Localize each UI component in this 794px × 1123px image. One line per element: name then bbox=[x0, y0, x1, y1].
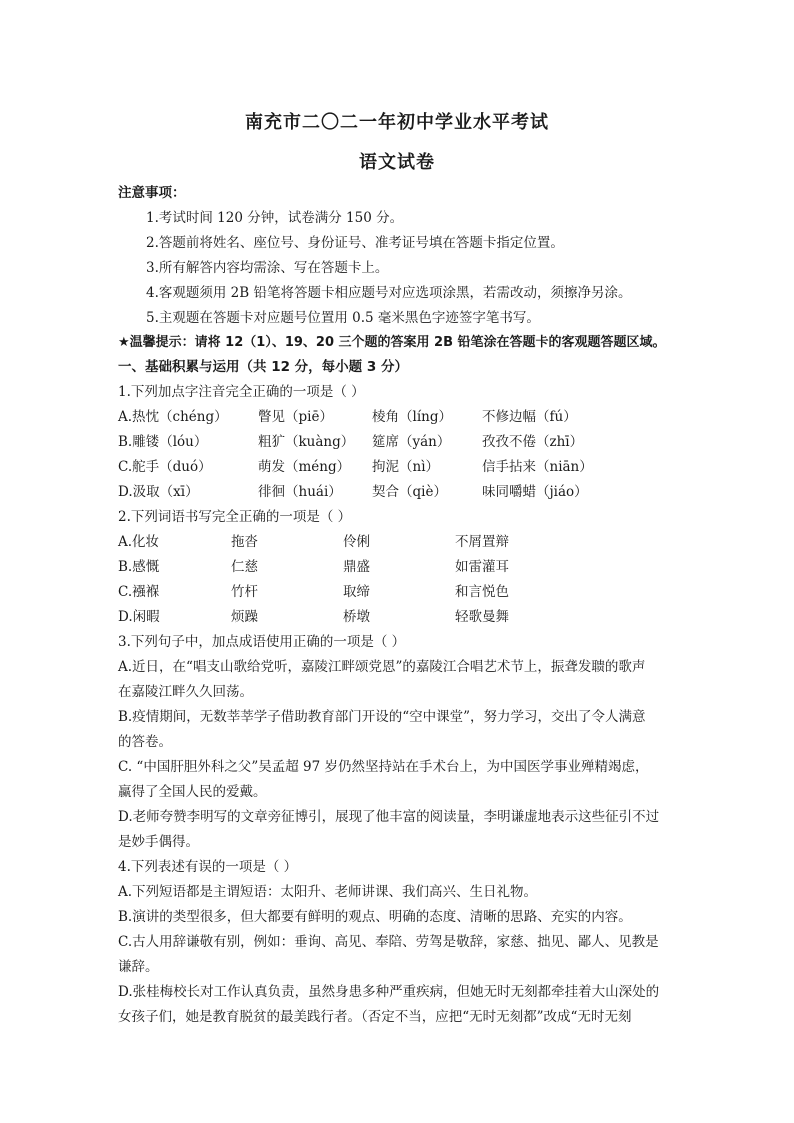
question-2-stem: 2.下列词语书写完全正确的一项是（ ） bbox=[118, 509, 352, 525]
question-3-stem: 3.下列句子中，加点成语使用正确的一项是（ ） bbox=[118, 634, 406, 650]
notice-item: 5.主观题在答题卡对应题号位置用 0.5 毫米黑色字迹签字笔书写。 bbox=[146, 310, 540, 326]
q1-term: 孜孜不倦（zhī） bbox=[482, 434, 584, 450]
question-1-stem: 1.下列加点字注音完全正确的一项是（ ） bbox=[118, 384, 365, 400]
q4-option-line: 女孩子们，她是教育脱贫的最美践行者。（否定不当，应把“无时无刻都”改成“无时无刻 bbox=[118, 1009, 632, 1025]
exam-title: 南充市二〇二一年初中学业水平考试 bbox=[245, 112, 549, 133]
q1-term: 徘徊（huái） bbox=[258, 484, 342, 500]
q1-term: 萌发（méng） bbox=[258, 459, 351, 475]
notice-item: 1.考试时间 120 分钟，试卷满分 150 分。 bbox=[146, 210, 404, 226]
q2-term: 如雷灌耳 bbox=[455, 559, 509, 575]
q4-option-line: A.下列短语都是主谓短语：太阳升、老师讲课、我们高兴、生日礼物。 bbox=[118, 884, 538, 900]
notice-item: 3.所有解答内容均需涂、写在答题卡上。 bbox=[146, 260, 389, 276]
q2-term: 轻歌曼舞 bbox=[455, 609, 509, 625]
q2-option-a: A.化妆 bbox=[118, 534, 160, 550]
q1-option-d: D.汲取（xī） bbox=[118, 484, 199, 500]
q1-term: 契合（qiè） bbox=[372, 484, 447, 500]
q1-term: 筵席（yán） bbox=[372, 434, 451, 450]
q2-term: 和言悦色 bbox=[455, 584, 509, 600]
q3-option-line: D.老师夸赞李明写的文章旁征博引，展现了他丰富的阅读量，李明谦虚地表示这些征引不过 bbox=[118, 809, 660, 825]
q2-term: 竹杆 bbox=[231, 584, 258, 600]
q2-option-d: D.闲暇 bbox=[118, 609, 160, 625]
q2-term: 取缔 bbox=[343, 584, 370, 600]
q3-option-line: 赢得了全国人民的爱戴。 bbox=[118, 784, 267, 800]
q1-option-b: B.雕镂（lóu） bbox=[118, 434, 208, 450]
q1-term: 棱角（líng） bbox=[372, 409, 452, 425]
q2-term: 鼎盛 bbox=[343, 559, 370, 575]
q3-option-line: C. “中国肝胆外科之父”吴孟超 97 岁仍然坚持站在手术台上，为中国医学事业殚精竭虑， bbox=[118, 759, 649, 775]
q4-option-line: C.古人用辞谦敬有别，例如：垂询、高见、奉陪、劳驾是敬辞，家慈、拙见、鄙人、见教是 bbox=[118, 934, 659, 950]
notice-item: 4.客观题须用 2B 铅笔将答题卡相应题号对应选项涂黑，若需改动，须擦净另涂。 bbox=[146, 285, 632, 301]
notice-heading: 注意事项： bbox=[118, 185, 186, 201]
warm-tip: ★温馨提示：请将 12（1）、19、20 三个题的答案用 2B 铅笔涂在答题卡的客观题答题区域。 bbox=[118, 335, 666, 350]
q1-term: 不修边幅（fú） bbox=[482, 409, 577, 425]
q1-option-c: C.舵手（duó） bbox=[118, 459, 212, 475]
q2-term: 拖沓 bbox=[231, 534, 258, 550]
q3-option-line: 的答卷。 bbox=[118, 734, 172, 750]
q4-option-line: D.张桂梅校长对工作认真负责，虽然身患多种严重疾病，但她无时无刻都牵挂着大山深处的 bbox=[118, 984, 660, 1000]
q3-option-line: 在嘉陵江畔久久回荡。 bbox=[118, 684, 253, 700]
exam-subtitle: 语文试卷 bbox=[359, 152, 435, 173]
q1-term: 粗犷（kuàng） bbox=[258, 434, 355, 450]
q4-option-line: B.演讲的类型很多，但大都要有鲜明的观点、明确的态度、清晰的思路、充实的内容。 bbox=[118, 909, 632, 925]
q2-term: 桥墩 bbox=[343, 609, 370, 625]
q1-term: 信手拈来（niān） bbox=[482, 459, 593, 475]
question-4-stem: 4.下列表述有误的一项是（ ） bbox=[118, 859, 298, 875]
section-heading: 一、基础积累与运用（共 12 分，每小题 3 分） bbox=[118, 359, 408, 375]
q3-option-line: B.疫情期间，无数莘莘学子借助教育部门开设的“空中课堂”，努力学习，交出了令人满意 bbox=[118, 709, 646, 725]
q1-term: 拘泥（nì） bbox=[372, 459, 440, 475]
q3-option-line: A.近日，在“唱支山歌给党听，嘉陵江畔颂党恩”的嘉陵江合唱艺术节上，振聋发聩的歌声 bbox=[118, 659, 646, 675]
notice-item: 2.答题前将姓名、座位号、身份证号、准考证号填在答题卡指定位置。 bbox=[146, 235, 564, 251]
q1-option-a: A.热忱（chéng） bbox=[118, 409, 228, 425]
q1-term: 瞥见（piē） bbox=[258, 409, 333, 425]
q2-term: 烦躁 bbox=[231, 609, 258, 625]
q2-term: 仁慈 bbox=[231, 559, 258, 575]
q2-option-b: B.感慨 bbox=[118, 559, 160, 575]
q2-term: 伶俐 bbox=[343, 534, 370, 550]
q3-option-line: 是妙手偶得。 bbox=[118, 834, 199, 850]
q2-term: 不屑置辩 bbox=[455, 534, 509, 550]
q2-option-c: C.襁褓 bbox=[118, 584, 160, 600]
q1-term: 味同嚼蜡（jiáo） bbox=[482, 484, 588, 500]
q4-option-line: 谦辞。 bbox=[118, 959, 159, 975]
